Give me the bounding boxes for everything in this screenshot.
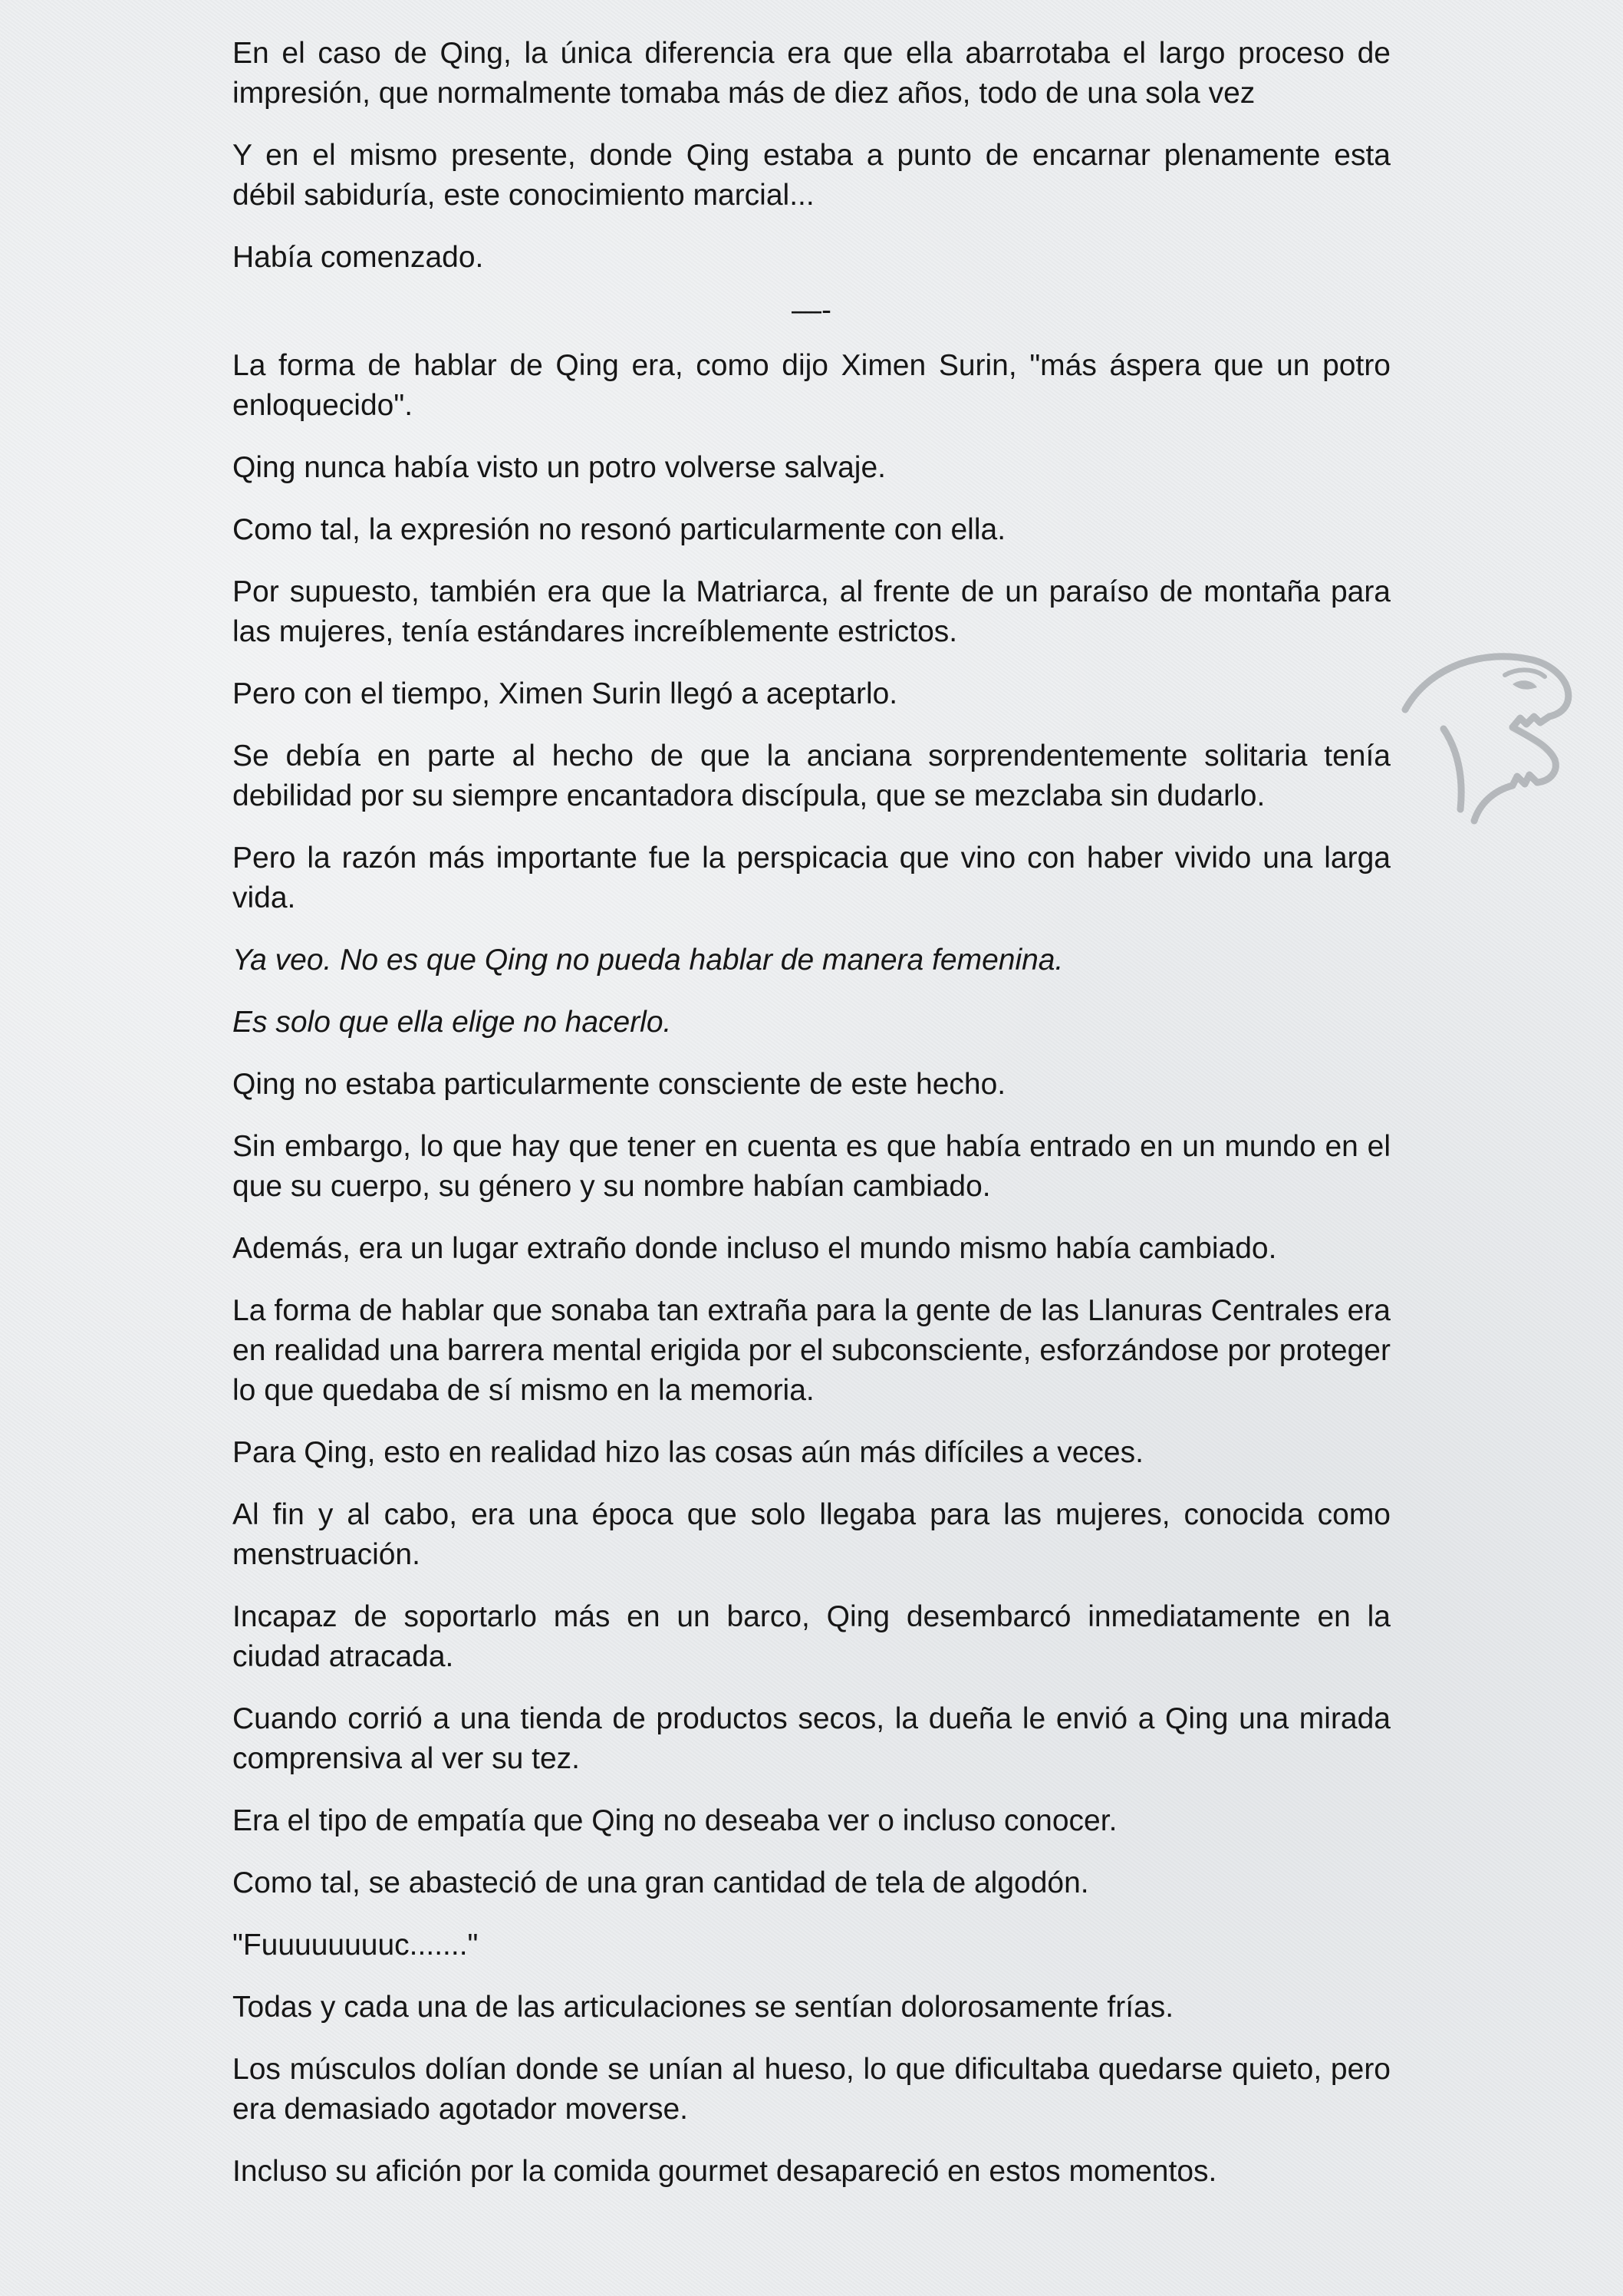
paragraph: "Fuuuuuuuuc......." (232, 1929, 479, 1962)
paragraph: Por supuesto, también era que la Matriarca, al frente de un paraíso de montaña para las mujeres, tenía estándares increíblemente estrictos. (232, 575, 1391, 648)
document-body (232, 34, 1391, 2214)
section-separator: —- (792, 294, 831, 327)
paragraph: Cuando corrió a una tienda de productos secos, la dueña le envió a Qing una mirada comprensiva al ver su tez. (232, 1702, 1391, 1775)
paragraph: La forma de hablar que sonaba tan extraña para la gente de las Llanuras Centrales era en realidad una barrera mental erigida por el subconsciente, esforzándose por proteger lo que quedaba de sí mismo en la memoria. (232, 1294, 1391, 1407)
paragraph: Sin embargo, lo que hay que tener en cuenta es que había entrado en un mundo en el que su cuerpo, su género y su nombre habían cambiado. (232, 1130, 1391, 1203)
paragraph: Incapaz de soportarlo más en un barco, Qing desembarcó inmediatamente en la ciudad atracada. (232, 1600, 1391, 1673)
italic-paragraph: Es solo que ella elige no hacerlo. (232, 1006, 672, 1039)
dinosaur-head-icon (1397, 637, 1574, 828)
paragraph: Se debía en parte al hecho de que la anciana sorprendentemente solitaria tenía debilidad por su siempre encantadora discípula, que se mezclaba sin dudarlo. (232, 740, 1391, 812)
paragraph: En el caso de Qing, la única diferencia era que ella abarrotaba el largo proceso de impresión, que normalmente tomaba más de diez años, todo de una sola vez (232, 37, 1391, 110)
paragraph: Como tal, la expresión no resonó particularmente con ella. (232, 513, 1006, 546)
paragraph: Qing no estaba particularmente consciente de este hecho. (232, 1068, 1006, 1101)
paragraph: Para Qing, esto en realidad hizo las cosas aún más difíciles a veces. (232, 1436, 1144, 1469)
paragraph: Era el tipo de empatía que Qing no deseaba ver o incluso conocer. (232, 1804, 1118, 1837)
paragraph: Al fin y al cabo, era una época que solo llegaba para las mujeres, conocida como menstruación. (232, 1498, 1391, 1571)
italic-paragraph: Ya veo. No es que Qing no pueda hablar de manera femenina. (232, 944, 1064, 977)
paragraph: Incluso su afición por la comida gourmet desapareció en estos momentos. (232, 2155, 1217, 2188)
paragraph: Y en el mismo presente, donde Qing estaba a punto de encarnar plenamente esta débil sabiduría, este conocimiento marcial... (232, 139, 1391, 212)
paragraph: Había comenzado. (232, 241, 484, 274)
paragraph: Como tal, se abasteció de una gran cantidad de tela de algodón. (232, 1866, 1089, 1899)
paragraph: La forma de hablar de Qing era, como dijo Ximen Surin, "más áspera que un potro enloquecido". (232, 349, 1391, 422)
paragraph: Pero con el tiempo, Ximen Surin llegó a aceptarlo. (232, 677, 898, 710)
paragraph: Todas y cada una de las articulaciones se sentían dolorosamente frías. (232, 1991, 1174, 2024)
paragraph: Además, era un lugar extraño donde incluso el mundo mismo había cambiado. (232, 1232, 1277, 1265)
paragraph: Los músculos dolían donde se unían al hueso, lo que dificultaba quedarse quieto, pero era demasiado agotador moverse. (232, 2053, 1391, 2126)
paragraph: Pero la razón más importante fue la perspicacia que vino con haber vivido una larga vida. (232, 842, 1391, 914)
paragraph: Qing nunca había visto un potro volverse salvaje. (232, 451, 887, 484)
